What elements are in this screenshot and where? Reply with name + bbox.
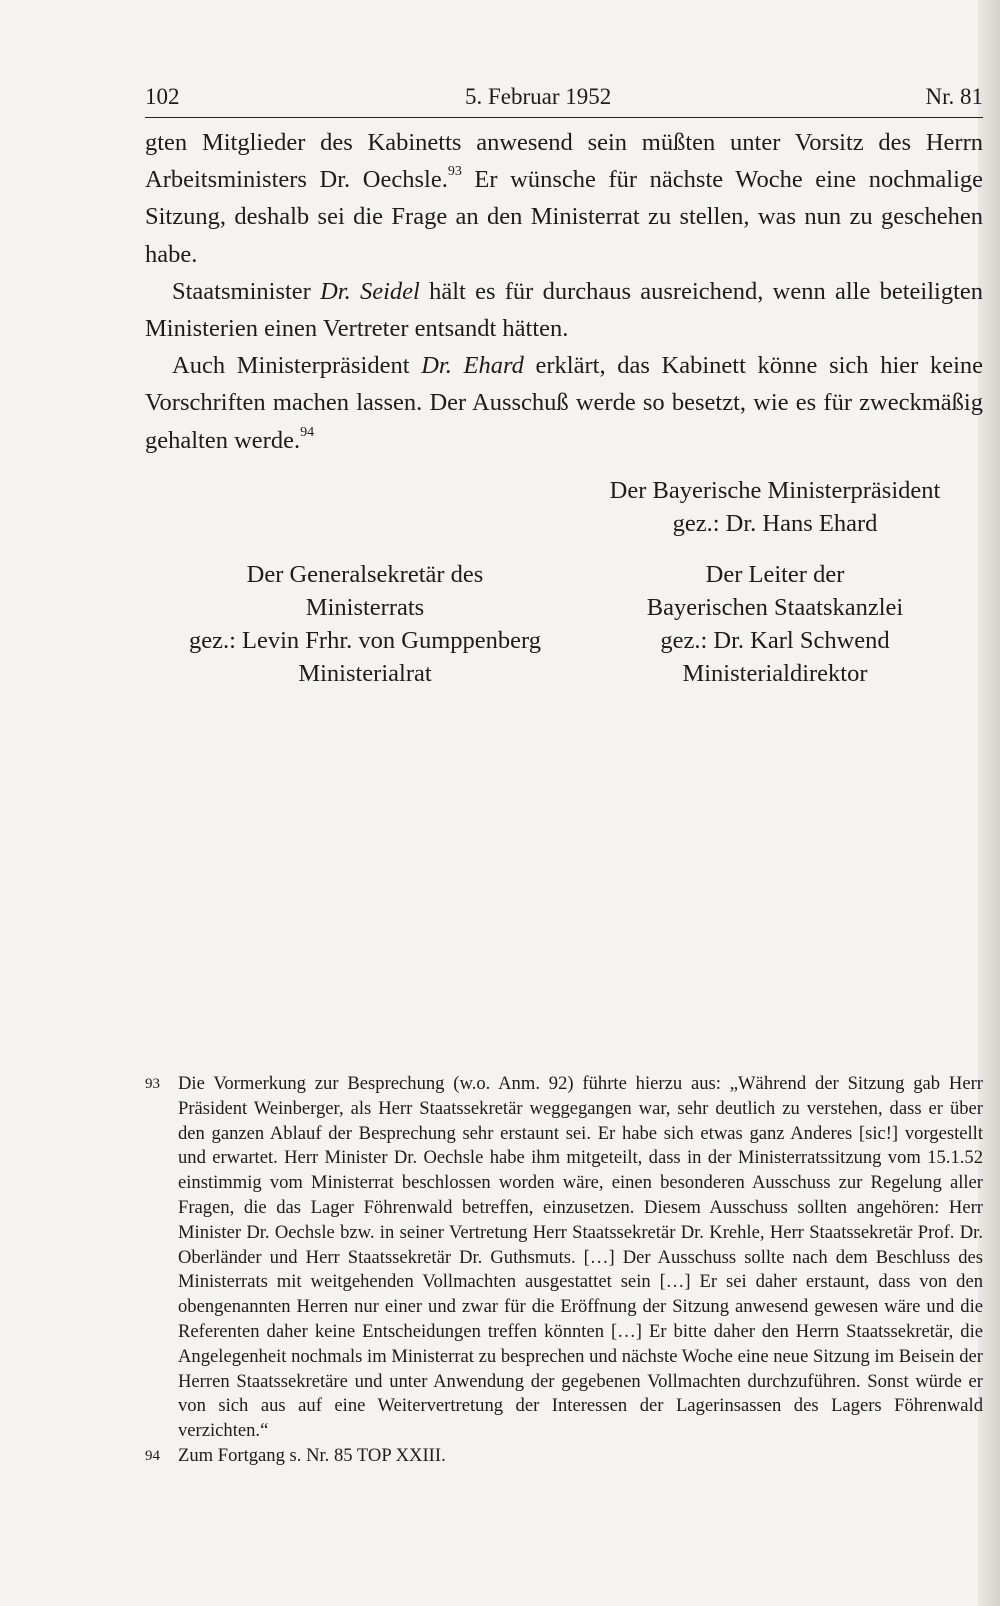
signature-title: Der Leiter der — [705, 561, 845, 588]
footnote-text: Zum Fortgang s. Nr. 85 TOP XXIII. — [178, 1444, 446, 1466]
paragraph-2 — [145, 273, 983, 347]
footnote-ref-93[interactable]: 93 — [447, 164, 462, 180]
footnote-text: Die Vormerkung zur Besprechung (w.o. Anm. 92) führte hierzu aus: „Während der Sitzung gab Herr Präsident Weinberger, als Herr Staatssekretär weggegangen war, sehr deutlich zu verstehen, dass er über den ganzen Ablauf der Besprechung sehr erstaunt sei. Er habe sich etwas ganz Anderes [sic!] vorgestellt und erwartet. Herr Minister Dr. Oechsle habe ihm mitgeteilt, dass in der Ministerratssitzung vom 15.1.52 einstimmig vom Ministerrat beschlossen worden wäre, einen besonderen Ausschuss zur Regelung aller Fragen, die das Lager Föhrenwald betreffen, einzusetzen. Diesem Ausschuss sollten angehören: Herr Minister Dr. Oechsle bzw. in seiner Vertretung Herr Staatssekretär Dr. Krehle, Herr Staatssekretär Prof. Dr. Oberländer und Herr Staatssekretär Dr. Guthsmuts. […] Der Ausschuss sollte nach dem Beschluss des Ministerrats mit weitgehenden Vollmachten ausgestattet sein […] Er sei daher erstaunt, dass von den obengenannten Herren nur einer und zwar für die Eröffnung der Sitzung anwesend gewesen wäre und die Referenten daher keine Entscheidungen treffen könnten […] Er bitte daher den Herrn Staatssekretär, die Angelegenheit nochmals im Ministerrat zu besprechen und nächste Woche eine neue Sitzung im Beisein der Herren Staatssekretäre und unter Anwendung der gegebenen Vollmachten durchzuführen. Sonst würde er von sich aus auf eine Weitervertretung der Interessen der Lagerinsassen des Lagers Föhrenwald verzichten.“ — [178, 1073, 983, 1442]
header-date: 5. Februar 1952 — [465, 84, 612, 109]
footnote-number: 93 — [145, 1076, 160, 1092]
paragraph-1 — [145, 124, 983, 273]
protocol-number: Nr. 81 — [925, 84, 983, 109]
footnote-93 — [145, 1072, 983, 1444]
paragraph-1-continued: Er wünsche für nächste Woche eine nochmalige Sitzung, deshalb sei die Frage an den Ministerrat zu stellen, was nun zu geschehen habe. — [145, 166, 983, 268]
signature-state-chancellery — [575, 558, 975, 690]
footnotes — [145, 1072, 983, 1469]
paragraph-2-text: hält es für durchaus ausreichend, wenn alle beteiligten Ministerien einen Vertreter entsandt hätten. — [145, 277, 983, 343]
footnote-number: 94 — [145, 1447, 160, 1464]
signature-rank: Ministerialdirektor — [682, 660, 868, 687]
signature-title: Der Generalsekretär des — [246, 561, 484, 588]
signature-minister-president — [575, 474, 975, 540]
running-head — [145, 84, 983, 114]
footnote-94 — [145, 1444, 983, 1469]
signature-title-cont: Bayerischen Staatskanzlei — [646, 594, 904, 621]
paragraph-1-text: gten Mitglieder des Kabinetts anwesend sein müßten unter Vorsitz des Herrn Arbeitsministers Dr. Oechsle. — [145, 129, 983, 194]
signature-title-cont: Ministerrats — [305, 594, 425, 621]
signature-name: gez.: Levin Frhr. von Gumppenberg — [188, 627, 541, 654]
signature-name: gez.: Dr. Karl Schwend — [660, 627, 890, 654]
header-rule — [145, 117, 983, 118]
signature-rank: Ministerialrat — [298, 660, 432, 687]
paragraph-3-prefix: Auch Ministerpräsident — [172, 352, 422, 380]
speaker-name-seidel: Dr. Seidel — [320, 277, 420, 305]
signature-name: gez.: Dr. Hans Ehard — [672, 510, 878, 537]
paragraph-3 — [145, 347, 983, 459]
signature-title: Der Bayerische Ministerpräsident — [609, 477, 941, 504]
page-number: 102 — [145, 84, 180, 109]
signature-general-secretary — [165, 558, 565, 690]
footnote-ref-94[interactable]: 94 — [300, 424, 315, 440]
body-text — [145, 124, 983, 459]
paragraph-3-text: erklärt, das Kabinett könne sich hier keine Vorschriften machen lassen. Der Ausschuß werde so besetzt, wie es für zweckmäßig gehalten werde. — [145, 352, 984, 454]
paragraph-2-prefix: Staatsminister — [172, 277, 321, 305]
speaker-name-ehard: Dr. Ehard — [421, 352, 524, 380]
